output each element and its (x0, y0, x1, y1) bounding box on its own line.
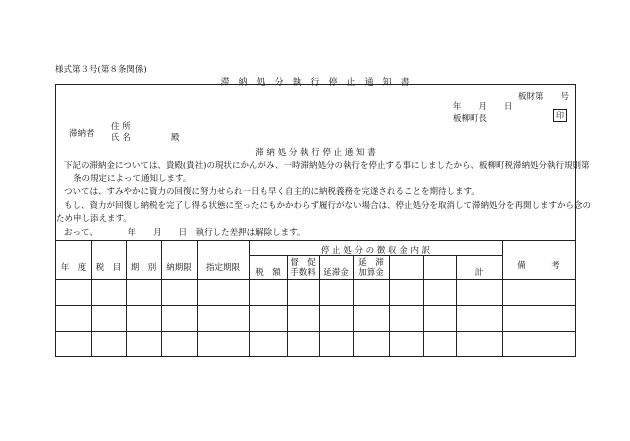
form-frame (55, 84, 592, 357)
form-id: 様式第３号(第８条関係) (55, 65, 147, 75)
header-designated-due: 指定期限 (205, 263, 240, 273)
header-late-fee: 延滞金 (323, 268, 349, 278)
header-delay (353, 258, 389, 278)
honorific: 殿 (171, 133, 180, 143)
header-year: 年 度 (60, 263, 87, 273)
header-period: 期 別 (130, 263, 157, 273)
header-tokusoku-line1: 督 促 (290, 258, 316, 268)
table-top-border (56, 240, 575, 241)
notice-title: 滞 納 処 分 執 行 停 止 通 知 書 (255, 148, 376, 158)
header-total: 計 (474, 268, 484, 278)
header-tax-item: 税 目 (95, 263, 122, 273)
header-due-date: 納期限 (166, 263, 192, 273)
office-number: 板財第 号 (518, 92, 570, 102)
header-tax-amount: 税 額 (255, 268, 281, 278)
body-paragraph-1b: 条の規定によって通知します。 (73, 174, 192, 184)
header-delay-line1: 延 滞 (358, 258, 384, 268)
header-delay-line2: 加算金 (358, 268, 384, 278)
body-paragraph-2: ついては、すみやかに資力の回復に努力せられ一日も早く自主的に納税義務を完遂されることを期待します。 (64, 187, 480, 197)
header-bottom-border (56, 279, 575, 280)
body-paragraph-1a: 下記の滞納金については、貴殿(貴社)の現状にかんがみ、一時滞納処分の執行を停止する事にしましたから、板柳町税滞納処分執行規則第 (64, 161, 590, 171)
seal-stamp: 印 (553, 109, 567, 122)
col-line-3 (161, 240, 162, 357)
row-divider-2 (56, 331, 575, 332)
col-line-5 (249, 240, 250, 357)
col-line-12 (502, 240, 503, 357)
address-label: 住 所 (111, 122, 131, 132)
taxpayer-label: 滞納者 (69, 129, 95, 139)
header-tokusoku (287, 258, 319, 278)
issue-date: 年 月 日 (453, 102, 513, 112)
header-breakdown-group: 停 止 処 分 の 徴 収 金 内 訳 (320, 246, 431, 256)
col-line-4 (197, 240, 198, 357)
header-tokusoku-line2: 手数料 (290, 268, 316, 278)
col-line-2 (126, 240, 127, 357)
page-title: 滞 納 処 分 執 行 停 止 通 知 書 (220, 78, 410, 88)
row-divider-1 (56, 305, 575, 306)
header-remarks: 備 考 (517, 261, 560, 271)
name-label: 氏 名 (111, 133, 131, 143)
body-paragraph-4: おって、 年 月 日 執行した差押は解除します。 (64, 228, 306, 238)
col-line-10 (423, 255, 424, 357)
col-line-9 (389, 255, 390, 357)
col-line-1 (91, 240, 92, 357)
body-paragraph-3b: ため申し添えます。 (56, 214, 132, 224)
issuer-name: 板柳町長 (453, 114, 488, 124)
body-paragraph-3a: もし、資力が回復し納税を完了し得る状態に至ったにもかかわらず履行がない場合は、停止処分を取消して滞納処分を再開しますから念の (64, 201, 592, 211)
